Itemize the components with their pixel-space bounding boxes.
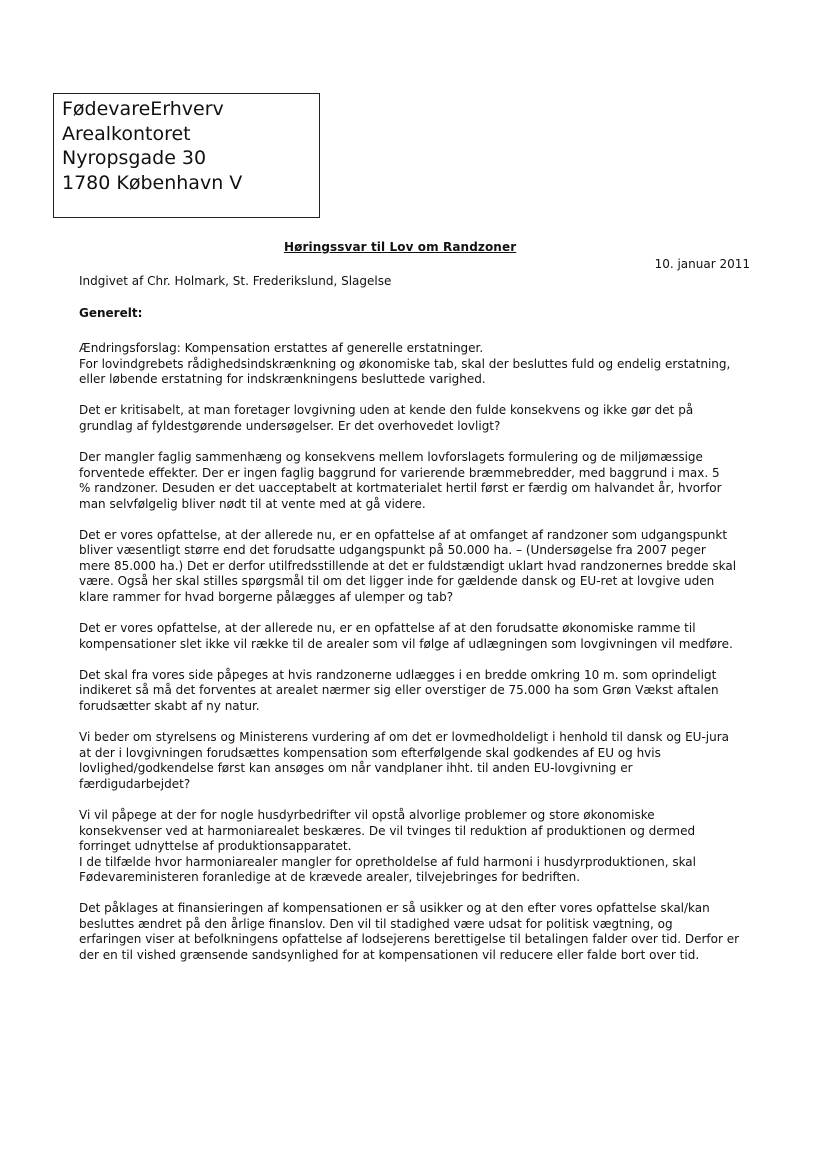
- paragraph-line: eller løbende erstatning for indskrænkningens besluttede varighed.: [79, 372, 486, 386]
- paragraph-line: % randzoner. Desuden er det uacceptabelt at kortmaterialet hertil først er færdig om halvandet år, hvorfor: [79, 481, 722, 496]
- paragraph-line: For lovindgrebets rådighedsindskrænkning og økonomiske tab, skal der besluttes fuld og endelig erstatning,: [79, 356, 731, 371]
- paragraph-line: bliver væsentligt større end det forudsatte udgangspunkt på 50.000 ha. – (Undersøgelse fra 2007 peger: [79, 543, 706, 558]
- paragraph: [79, 730, 759, 792]
- paragraph-line: forringet udnyttelse af produktionsapparatet.: [79, 839, 352, 854]
- paragraph-line: Det er kritisabelt, at man foretager lovgivning uden at kende den fulde konsekvens og ikke gør det på: [79, 403, 694, 418]
- address-line: Arealkontoret: [62, 122, 191, 145]
- paragraph-line: mere 85.000 ha.) Det er derfor utilfredsstillende at det er fuldstændigt uklart hvad randzonernes bredde skal: [79, 558, 737, 573]
- address-line: 1780 København V: [62, 171, 243, 194]
- paragraph: [79, 901, 759, 963]
- paragraph-line: Der mangler faglig sammenhæng og konsekvens mellem lovforslagets formulering og de miljømæssige: [79, 450, 703, 465]
- paragraph-line: Det er vores opfattelse, at der allerede nu, er en opfattelse af at omfanget af randzoner som udgangspunkt: [79, 527, 728, 542]
- address-line: FødevareErhverv: [62, 98, 224, 120]
- paragraph-line: forudsætter skabt af ny natur.: [79, 698, 260, 713]
- address-line: Nyropsgade 30: [62, 147, 207, 169]
- paragraph-line: der en til vished grænsende sandsynlighed for at kompensationen vil reducere eller falde bort over tid.: [79, 947, 700, 962]
- paragraph-line: Det skal fra vores side påpeges at hvis randzonerne udlægges i en bredde omkring 10 m. som oprindeligt: [79, 667, 717, 682]
- document-date: 10. januar 2011: [654, 257, 750, 271]
- paragraph-line: erfaringen viser at befolkningens opfattelse af lodsejerens berettigelse til betalingen falder over tid. Derfor er: [79, 932, 740, 947]
- paragraph-line: Fødevareministeren foranledige at de krævede arealer, tilvejebringes for bedriften.: [79, 870, 581, 885]
- paragraph-line: I de tilfælde hvor harmoniarealer mangler for opretholdelse af fuld harmoni i husdyrproduktionen, skal: [79, 854, 696, 869]
- paragraph: [79, 668, 759, 715]
- paragraph-line: Vi beder om styrelsens og Ministerens vurdering af om det er lovmedholdeligt i henhold til dansk og EU-jura: [79, 730, 730, 745]
- paragraph: [79, 528, 759, 606]
- submitted-by: Indgivet af Chr. Holmark, St. Frederikslund, Slagelse: [79, 274, 392, 288]
- paragraph-line: besluttes ændret på den årlige finanslov. Den vil til stadighed være udsat for politisk vægtning, og: [79, 916, 673, 931]
- document-body: [79, 341, 759, 979]
- paragraph-line: konsekvenser ved at harmoniarealet beskæres. De vil tvinges til reduktion af produktionen og dermed: [79, 823, 696, 838]
- paragraph-line: kompensationer slet ikke vil række til de arealer som vil følge af udlægningen som lovgivningen vil medføre.: [79, 636, 733, 651]
- paragraph-line: færdigudarbejdet?: [79, 776, 191, 791]
- paragraph-line: være. Også her skal stilles spørgsmål til om det ligger inde for gældende dansk og EU-ret at lovgive uden: [79, 574, 715, 589]
- paragraph-line: man selvfølgelig bliver nødt til at vente med at gå videre.: [79, 496, 426, 511]
- paragraph-line: indikeret så må det forventes at arealet nærmer sig eller overstiger de 75.000 ha som Grøn Vækst aftalen: [79, 683, 719, 698]
- paragraph-line: grundlag af fyldestgørende undersøgelser. Er det overhovedet lovligt?: [79, 418, 501, 433]
- document-title: Høringssvar til Lov om Randzoner: [284, 240, 517, 254]
- paragraph: [79, 621, 759, 652]
- paragraph-line: Det påklages at finansieringen af kompensationen er så usikker og at den efter vores opfattelse skal/kan: [79, 901, 710, 916]
- recipient-address: [62, 97, 242, 195]
- paragraph: [79, 808, 759, 886]
- paragraph: [79, 403, 759, 434]
- paragraph-line: klare rammer for hvad borgerne pålægges af ulemper og tab?: [79, 589, 454, 604]
- paragraph: [79, 450, 759, 512]
- paragraph-line: Ændringsforslag: Kompensation erstattes af generelle erstatninger.: [79, 341, 484, 355]
- section-heading: Generelt:: [79, 306, 143, 320]
- paragraph-line: lovlighed/godkendelse først kan ansøges om når vandplaner ihht. til anden EU-lovgivning er: [79, 761, 633, 776]
- paragraph-line: Vi vil påpege at der for nogle husdyrbedrifter vil opstå alvorlige problemer og store økonomiske: [79, 808, 655, 823]
- paragraph-line: at der i lovgivningen forudsættes kompensation som efterfølgende skal godkendes af EU og hvis: [79, 745, 661, 760]
- paragraph-line: Det er vores opfattelse, at der allerede nu, er en opfattelse af at den forudsatte økonomiske ramme til: [79, 621, 696, 636]
- paragraph: [79, 341, 759, 388]
- paragraph-line: forventede effekter. Der er ingen faglig baggrund for varierende bræmmebredder, med baggrund i max. 5: [79, 465, 720, 480]
